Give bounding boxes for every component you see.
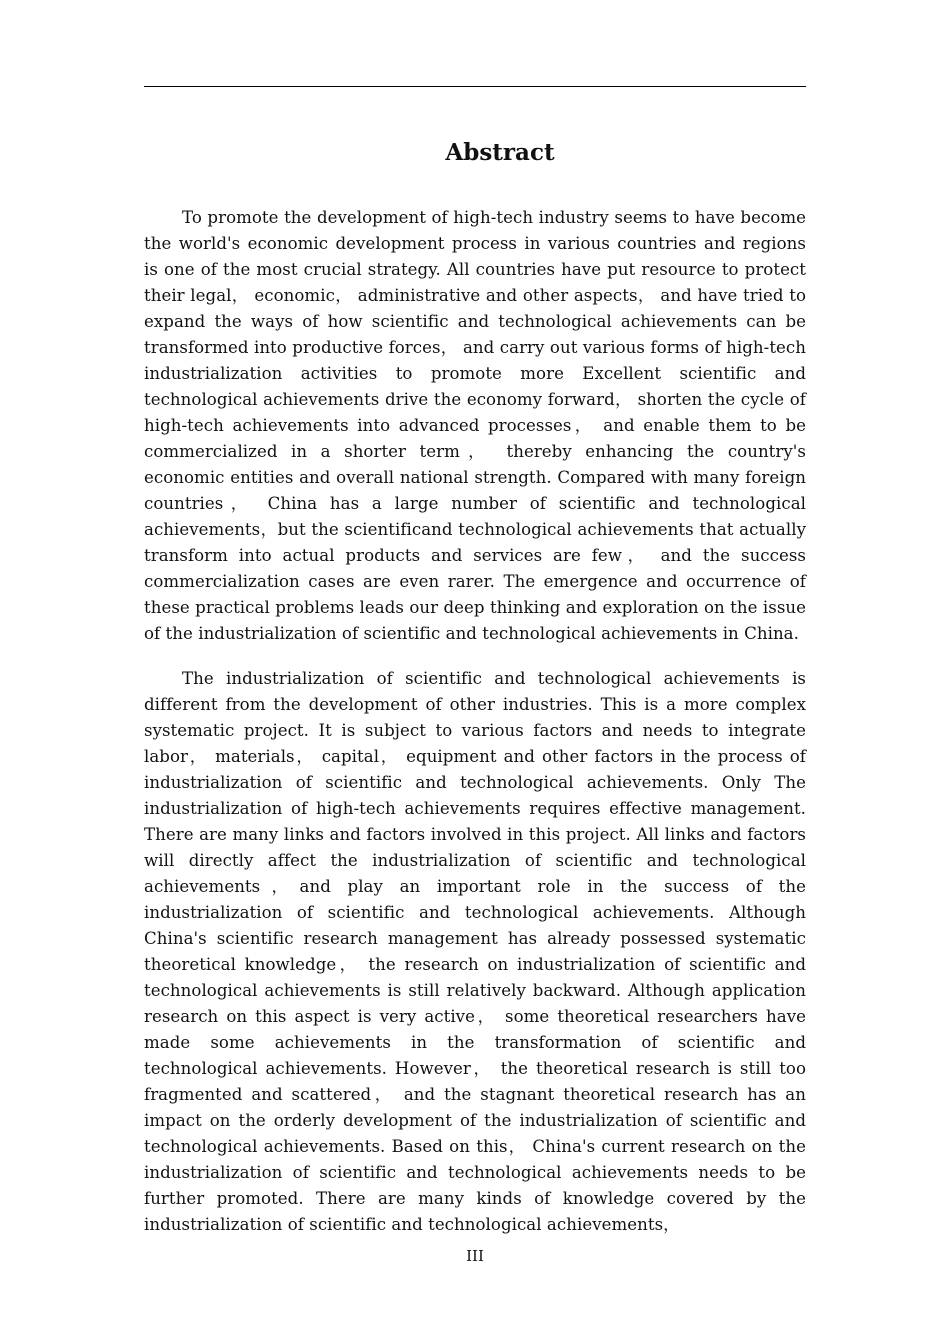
abstract-body [144,205,806,1257]
page-number: III [466,1247,484,1265]
header-rule [144,86,806,87]
abstract-paragraph: The industrialization of scientific and technological achievements is different from the development of other industries. This is a more complex systematic project. It is subject to various factors and needs to integrate labor， materials， capital， equipment and other factors in the process of industrialization of scientific and technological achievements. Only The industrialization of high-tech achievements requires effective management. There are many links and factors involved in this project. All links and factors will directly affect the industrialization of scientific and technological achievements，and play an important role in the success of the industrialization of scientific and technological achievements. Although China's scientific research management has already possessed systematic theoretical knowledge， the research on industrialization of scientific and technological achievements is still relatively backward. Although application research on this aspect is very active， some theoretical researchers have made some achievements in the transformation of scientific and technological achievements. However， the theoretical research is still too fragmented and scattered， and the stagnant theoretical research has an impact on the orderly development of the industrialization of scientific and technological achievements. Based on this， China's current research on the industrialization of scientific and technological achievements needs to be further promoted. There are many kinds of knowledge covered by the industrialization of scientific and technological achievements， [144,669,806,1234]
abstract-paragraph: To promote the development of high-tech industry seems to have become the world's economic development process in various countries and regions is one of the most crucial strategy. All countries have put resource to protect their legal， economic， administrative and other aspects， and have tried to expand the ways of how scientific and technological achievements can be transformed into productive forces， and carry out various forms of high-tech industrialization activities to promote more Excellent scientific and technological achievements drive the economy forward， shorten the cycle of high-tech achievements into advanced processes， and enable them to be commercialized in a shorter term， thereby enhancing the country's economic entities and overall national strength. Compared with many foreign countries， China has a large number of scientific and technological achievements，but the scientificand technological achievements that actually transform into actual products and services are few， and the success commercialization cases are even rarer. The emergence and occurrence of these practical problems leads our deep thinking and exploration on the issue of the industrialization of scientific and technological achievements in China. [144,208,806,643]
page-title: Abstract [445,139,555,166]
